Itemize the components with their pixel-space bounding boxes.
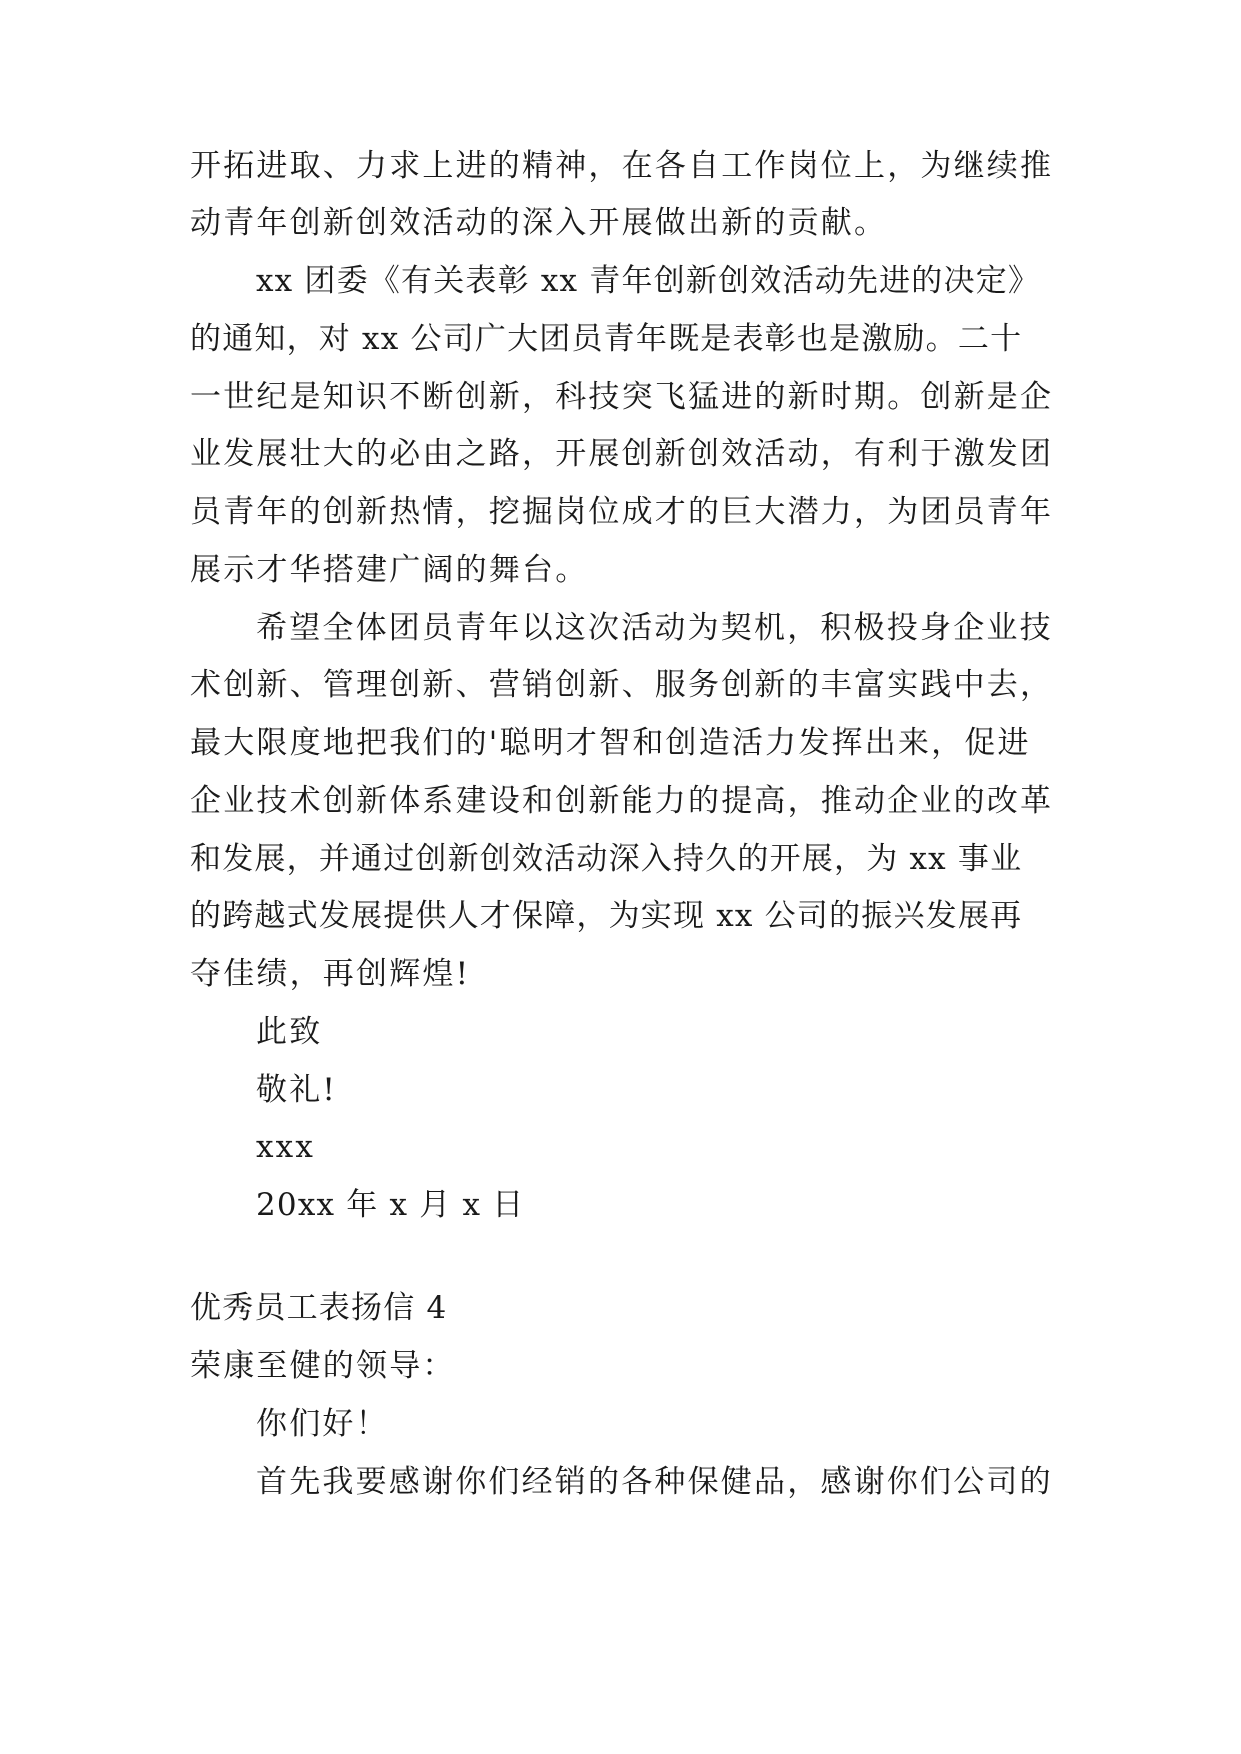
text-line: 和发展，并通过创新创效活动深入持久的开展，为 xx 事业 — [190, 841, 1023, 877]
text-line: 首先我要感谢你们经销的各种保健品，感谢你们公司的 — [256, 1464, 1053, 1500]
text-line: 希望全体团员青年以这次活动为契机，积极投身企业技 — [256, 610, 1053, 646]
text-line: 夺佳绩，再创辉煌! — [190, 956, 471, 992]
closing-regards: 敬礼! — [256, 1072, 338, 1108]
section-title: 优秀员工表扬信 4 — [190, 1290, 448, 1326]
text-line: 的跨越式发展提供人才保障，为实现 xx 公司的振兴发展再 — [190, 898, 1023, 934]
closing-salutation: 此致 — [256, 1014, 323, 1050]
text-line: 开拓进取、力求上进的精神，在各自工作岗位上，为继续推 — [190, 148, 1054, 184]
text-line: 的通知，对 xx 公司广大团员青年既是表彰也是激励。二十 — [190, 321, 1023, 357]
text-line: 你们好！ — [256, 1406, 389, 1442]
signature-date: 20xx 年 x 月 x 日 — [256, 1187, 525, 1223]
text-line: 业发展壮大的必由之路，开展创新创效活动，有利于激发团 — [190, 436, 1054, 472]
letter-greeting: 荣康至健的领导： — [190, 1348, 456, 1384]
text-line: 动青年创新创效活动的深入开展做出新的贡献。 — [190, 205, 888, 241]
text-line: 企业技术创新体系建设和创新能力的提高，推动企业的改革 — [190, 783, 1054, 819]
text-line: 术创新、管理创新、营销创新、服务创新的丰富实践中去， — [190, 667, 1054, 703]
text-line: xx 团委《有关表彰 xx 青年创新创效活动先进的决定》 — [256, 263, 1041, 299]
text-line: 一世纪是知识不断创新，科技突飞猛进的新时期。创新是企 — [190, 379, 1054, 415]
text-line: 展示才华搭建广阔的舞台。 — [190, 552, 589, 588]
text-line: 员青年的创新热情，挖掘岗位成才的巨大潜力，为团员青年 — [190, 494, 1054, 530]
signature-name: xxx — [256, 1129, 316, 1165]
text-line: 最大限度地把我们的'聪明才智和创造活力发挥出来，促进 — [190, 725, 1031, 761]
